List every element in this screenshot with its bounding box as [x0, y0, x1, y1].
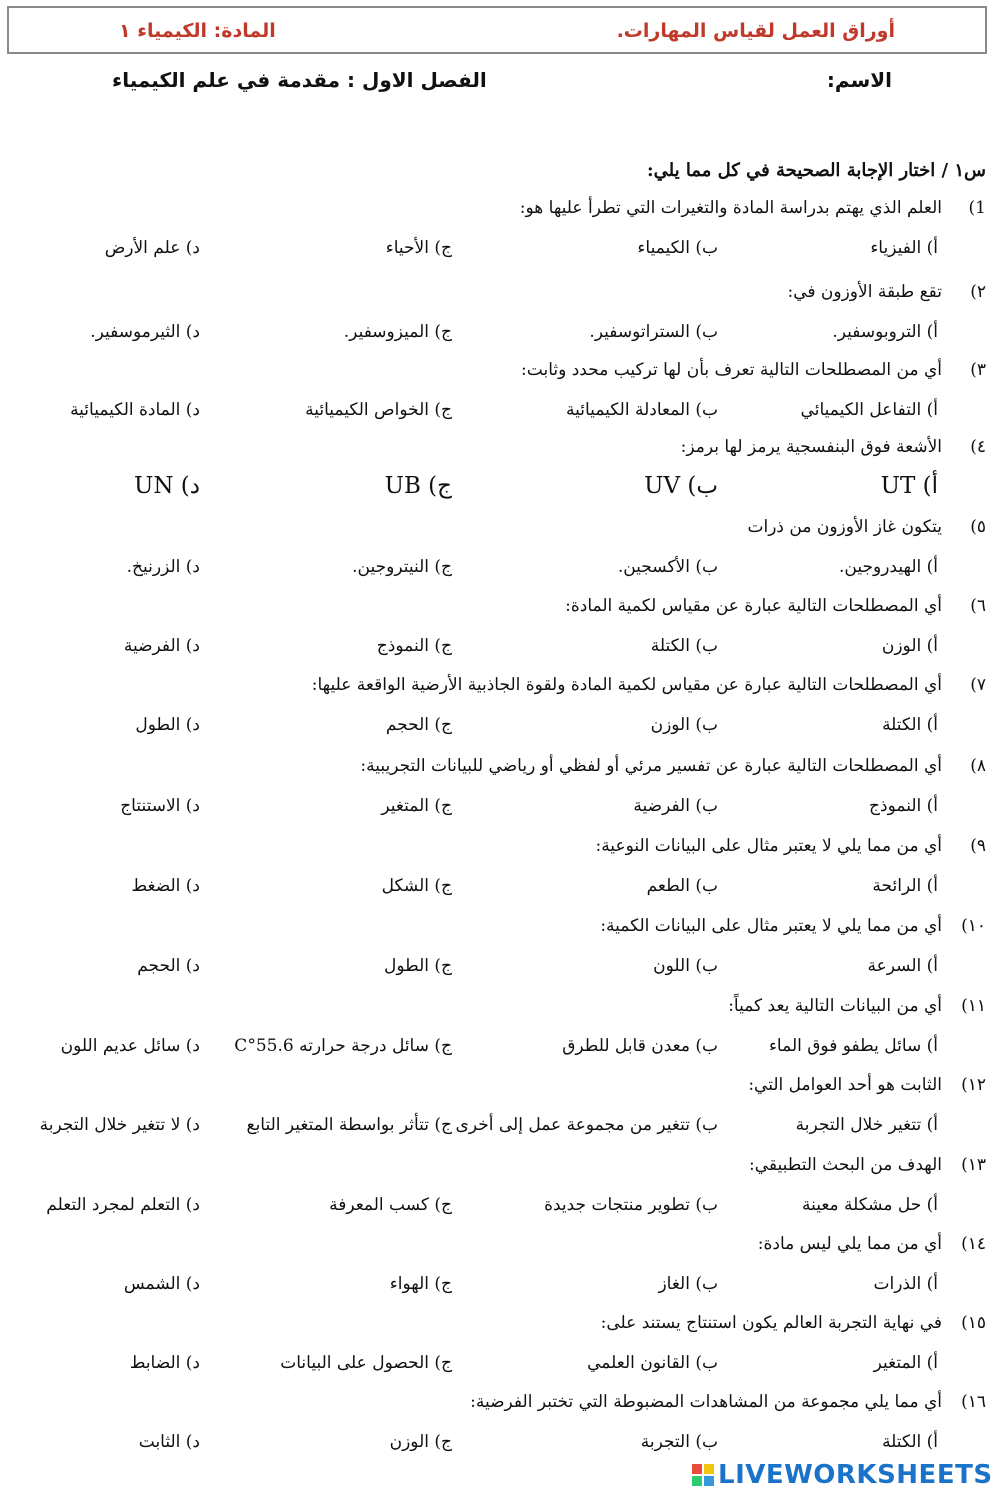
option-b[interactable]: ب) الطعم [646, 876, 718, 896]
logo-grid-icon [692, 1464, 714, 1486]
question-text [521, 360, 986, 380]
question-text [748, 1075, 986, 1095]
question-number: ١٢) [961, 1075, 986, 1095]
option-c[interactable]: ج) الحجم [385, 715, 452, 735]
option-b[interactable]: ب) معدن قابل للطرق [562, 1036, 718, 1056]
option-c[interactable]: ج) المتغير [381, 796, 452, 816]
logo-text: LIVEWORKSHEETS [718, 1460, 993, 1490]
question-text [565, 596, 986, 616]
option-d[interactable]: د) الضغط [131, 876, 200, 896]
option-a[interactable]: أ) UT [880, 473, 938, 499]
option-c[interactable]: ج) UB [384, 473, 452, 499]
option-b[interactable]: ب) الفرضية [633, 796, 718, 816]
option-d[interactable]: د) الثيرموسفير. [90, 322, 200, 342]
option-c[interactable]: ج) النموذج [376, 636, 452, 656]
option-d[interactable]: د) الطول [135, 715, 200, 735]
option-b[interactable]: ب) تتغير من مجموعة عمل إلى أخرى [455, 1115, 718, 1135]
option-a[interactable]: أ) الوزن [881, 636, 938, 656]
option-b[interactable]: ب) التجربة [640, 1432, 718, 1452]
question-number: ١٠) [961, 916, 986, 936]
question-text [601, 1313, 986, 1333]
option-d[interactable]: د) الضابط [129, 1353, 200, 1373]
question-prompt: في نهاية التجربة العالم يكون استنتاج يستند على: [600, 1313, 942, 1333]
option-a[interactable]: أ) السرعة [867, 956, 938, 976]
question-text [749, 1155, 986, 1175]
question-prompt: أي من مما يلي لا يعتبر مثال على البيانات النوعية: [595, 836, 942, 856]
question-text [758, 1234, 986, 1254]
question-text [312, 675, 986, 695]
option-c[interactable]: ج) الأحياء [385, 238, 452, 258]
question-prompt: أي من مما يلي ليس مادة: [757, 1234, 942, 1254]
option-a[interactable]: أ) الرائحة [872, 876, 938, 896]
question-text [600, 916, 986, 936]
option-c[interactable]: ج) الشكل [381, 876, 452, 896]
option-c[interactable]: ج) سائل درجة حرارته 55.6°C [234, 1036, 452, 1056]
option-b[interactable]: ب) تطوير منتجات جديدة [544, 1195, 718, 1215]
question-number: ٤) [970, 437, 986, 457]
option-b[interactable]: ب) المعادلة الكيميائية [566, 400, 718, 420]
option-b[interactable]: ب) الأكسجين. [617, 557, 718, 577]
option-d[interactable]: د) الاستنتاج [120, 796, 200, 816]
option-b[interactable]: ب) اللون [653, 956, 718, 976]
option-c[interactable]: ج) الحصول على البيانات [280, 1353, 452, 1373]
option-b[interactable]: ب) الكيمياء [637, 238, 718, 258]
option-d[interactable]: د) التعلم لمجرد التعلم [46, 1195, 200, 1215]
question-number: ٥) [970, 517, 986, 537]
question-prompt: أي المصطلحات التالية عبارة عن تفسير مرئي أو لفظي أو رياضي للبيانات التجريبية: [360, 756, 942, 776]
question-prompt: أي مما يلي مجموعة من المشاهدات المضبوطة التي تختبر الفرضية: [470, 1392, 942, 1412]
question-number: 1) [968, 198, 986, 218]
option-d[interactable]: د) الفرضية [123, 636, 200, 656]
header-box [7, 6, 987, 54]
option-a[interactable]: أ) التفاعل الكيميائي [800, 400, 938, 420]
option-a[interactable]: أ) النموذج [869, 796, 938, 816]
option-c[interactable]: ج) الطول [384, 956, 452, 976]
question-text [595, 836, 986, 856]
option-d[interactable]: د) علم الأرض [104, 238, 200, 258]
question-text [728, 996, 986, 1016]
question-prompt: أي من البيانات التالية يعد كمياً: [728, 996, 942, 1016]
question-number: ٢) [970, 282, 986, 302]
option-a[interactable]: أ) الكتلة [882, 1432, 938, 1452]
option-a[interactable]: أ) الهيدروجين. [839, 557, 938, 577]
question-number: ٩) [970, 836, 986, 856]
question-number: ٧) [970, 675, 986, 695]
question-prompt: أي المصطلحات التالية عبارة عن مقياس لكمية المادة: [565, 596, 942, 616]
question-prompt: أي من مما يلي لا يعتبر مثال على البيانات الكمية: [600, 916, 942, 936]
question-number: ٣) [970, 360, 986, 380]
option-b[interactable]: ب) الغاز [658, 1274, 718, 1294]
option-c[interactable]: ج) الوزن [389, 1432, 452, 1452]
option-a[interactable]: أ) تتغير خلال التجربة [795, 1115, 938, 1135]
question-text [681, 437, 986, 457]
option-d[interactable]: د) الحجم [137, 956, 200, 976]
subject-label: المادة: الكيمياء ١ [119, 20, 276, 42]
question-text [360, 756, 986, 776]
option-d[interactable]: د) الثابت [138, 1432, 200, 1452]
question-text [748, 517, 987, 537]
section-instruction: س١ / اختار الإجابة الصحيحة في كل مما يلي: [646, 160, 986, 181]
question-number: ١٤) [961, 1234, 986, 1254]
option-d[interactable]: د) UN [133, 473, 200, 499]
option-a[interactable]: أ) المتغير [873, 1353, 938, 1373]
option-c[interactable]: ج) الميزوسفير. [343, 322, 452, 342]
option-b[interactable]: ب) UV [644, 473, 718, 499]
option-c[interactable]: ج) النيتروجين. [352, 557, 452, 577]
option-a[interactable]: أ) الفيزياء [870, 238, 938, 258]
question-prompt: أي المصطلحات التالية عبارة عن مقياس لكمية المادة ولقوة الجاذبية الأرضية الواقعة عليها: [311, 675, 942, 695]
option-d[interactable]: د) الزرنيخ. [126, 557, 200, 577]
question-prompt: أي من المصطلحات التالية تعرف بأن لها تركيب محدد وثابت: [521, 360, 942, 380]
option-c[interactable]: ج) تتأثر بواسطة المتغير التابع [246, 1115, 452, 1135]
question-prompt: يتكون غاز الأوزون من ذرات [747, 517, 942, 537]
question-number: ١١) [961, 996, 986, 1016]
option-c[interactable]: ج) الهواء [389, 1274, 452, 1294]
option-c[interactable]: ج) الخواص الكيميائية [305, 400, 452, 420]
chapter-title: الفصل الاول : مقدمة في علم الكيمياء [112, 68, 487, 92]
option-a[interactable]: أ) التروبوسفير. [832, 322, 938, 342]
option-b[interactable]: ب) الوزن [650, 715, 718, 735]
question-prompt: الثابت هو أحد العوامل التي: [748, 1075, 942, 1095]
question-number: ٦) [970, 596, 986, 616]
question-number: ١٦) [961, 1392, 986, 1412]
question-number: ١٥) [961, 1313, 986, 1333]
question-text [520, 198, 986, 218]
question-number: ١٣) [961, 1155, 986, 1175]
option-b[interactable]: ب) القانون العلمي [587, 1353, 718, 1373]
option-b[interactable]: ب) الكتلة [650, 636, 718, 656]
option-d[interactable]: د) لا تتغير خلال التجربة [39, 1115, 200, 1135]
question-prompt: الهدف من البحث التطبيقي: [749, 1155, 942, 1175]
question-text [470, 1392, 986, 1412]
question-prompt: الأشعة فوق البنفسجية يرمز لها برمز: [680, 437, 942, 457]
option-d[interactable]: د) الشمس [123, 1274, 200, 1294]
question-text [787, 282, 986, 302]
option-c[interactable]: ج) كسب المعرفة [329, 1195, 452, 1215]
option-a[interactable]: أ) الذرات [873, 1274, 938, 1294]
question-number: ٨) [970, 756, 986, 776]
question-prompt: العلم الذي يهتم بدراسة المادة والتغيرات التي تطرأ عليها هو: [519, 198, 942, 218]
question-prompt: تقع طبقة الأوزون في: [787, 282, 942, 302]
option-d[interactable]: د) المادة الكيميائية [70, 400, 200, 420]
option-a[interactable]: أ) الكتلة [882, 715, 938, 735]
option-d[interactable]: د) سائل عديم اللون [60, 1036, 200, 1056]
option-a[interactable]: أ) حل مشكلة معينة [801, 1195, 938, 1215]
worksheets-title: أوراق العمل لقياس المهارات. [616, 20, 895, 42]
option-a[interactable]: أ) سائل يطفو فوق الماء [768, 1036, 938, 1056]
option-b[interactable]: ب) الستراتوسفير. [589, 322, 718, 342]
liveworksheets-logo [692, 1459, 993, 1491]
student-name-label: الاسم: [826, 68, 892, 92]
